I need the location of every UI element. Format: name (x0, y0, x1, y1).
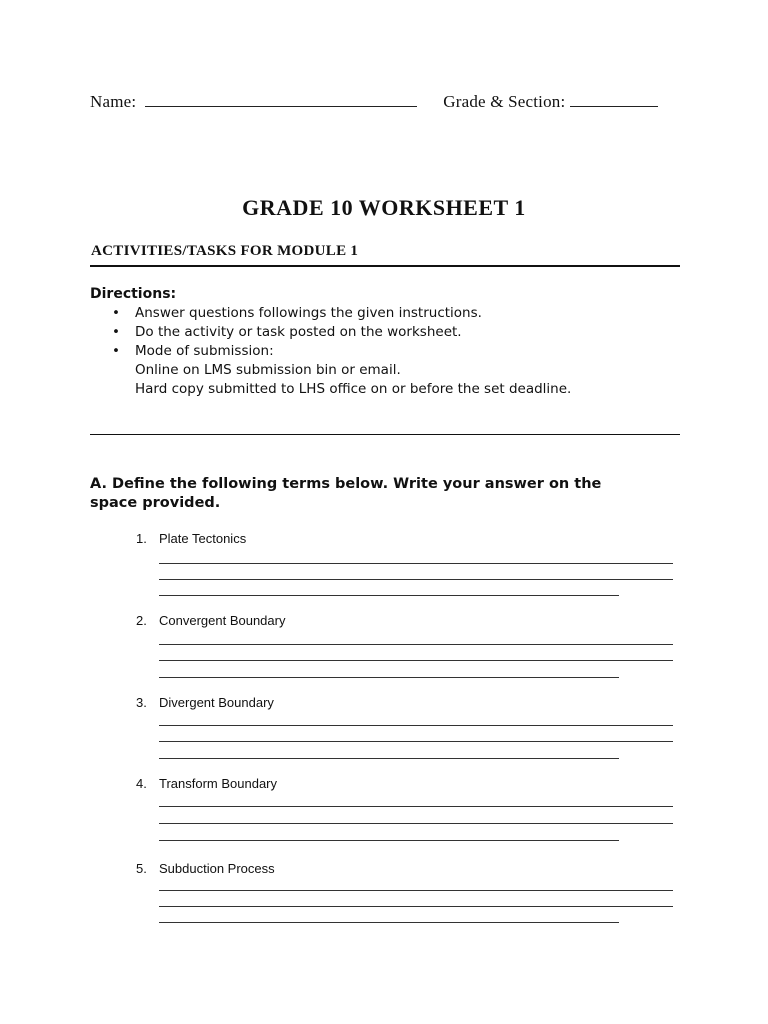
answer-line[interactable] (159, 725, 673, 726)
answer-line[interactable] (159, 677, 619, 678)
section-divider (90, 434, 680, 435)
direction-item: • Answer questions followings the given instructions. (112, 305, 482, 321)
directions-heading: Directions: (90, 286, 177, 302)
bullet-icon: • (112, 343, 120, 359)
answer-line[interactable] (159, 741, 673, 742)
name-label: Name: (90, 92, 137, 111)
answer-line[interactable] (159, 660, 673, 661)
term-label: Divergent Boundary (159, 695, 274, 710)
student-info-row (90, 92, 658, 112)
subtitle-divider (90, 265, 680, 267)
term-label: Plate Tectonics (159, 531, 247, 546)
answer-line[interactable] (159, 644, 673, 645)
term-item: 2. Convergent Boundary (136, 613, 286, 628)
term-label: Transform Boundary (159, 776, 278, 791)
grade-section-label: Grade & Section: (443, 92, 566, 111)
term-item: 4. Transform Boundary (136, 776, 278, 791)
directions-list (112, 304, 571, 399)
section-a-instruction: A. Define the following terms below. Write your answer on the space provided. (90, 476, 602, 511)
answer-line[interactable] (159, 758, 619, 759)
direction-item: • Do the activity or task posted on the worksheet. (112, 324, 462, 340)
module-subtitle: ACTIVITIES/TASKS FOR MODULE 1 (91, 243, 359, 259)
term-label: Subduction Process (159, 861, 275, 876)
answer-line[interactable] (159, 840, 619, 841)
answer-line[interactable] (159, 595, 619, 596)
answer-line[interactable] (159, 890, 673, 891)
grade-section-blank (570, 93, 658, 107)
term-item: 5. Subduction Process (136, 861, 275, 876)
term-item: 3. Divergent Boundary (136, 695, 274, 710)
direction-item: • Mode of submission: (112, 343, 274, 359)
submission-mode-hardcopy: Hard copy submitted to LHS office on or before the set deadline. (135, 381, 572, 397)
worksheet-title: GRADE 10 WORKSHEET 1 (242, 195, 526, 220)
submission-mode-online: Online on LMS submission bin or email. (135, 362, 401, 378)
answer-line[interactable] (159, 806, 673, 807)
answer-line[interactable] (159, 823, 673, 824)
name-blank (145, 93, 417, 107)
bullet-icon: • (112, 324, 120, 340)
bullet-icon: • (112, 305, 120, 321)
term-label: Convergent Boundary (159, 613, 286, 628)
term-item: 1. Plate Tectonics (136, 531, 247, 546)
answer-line[interactable] (159, 563, 673, 564)
answer-line[interactable] (159, 922, 619, 923)
answer-line[interactable] (159, 906, 673, 907)
answer-line[interactable] (159, 579, 673, 580)
